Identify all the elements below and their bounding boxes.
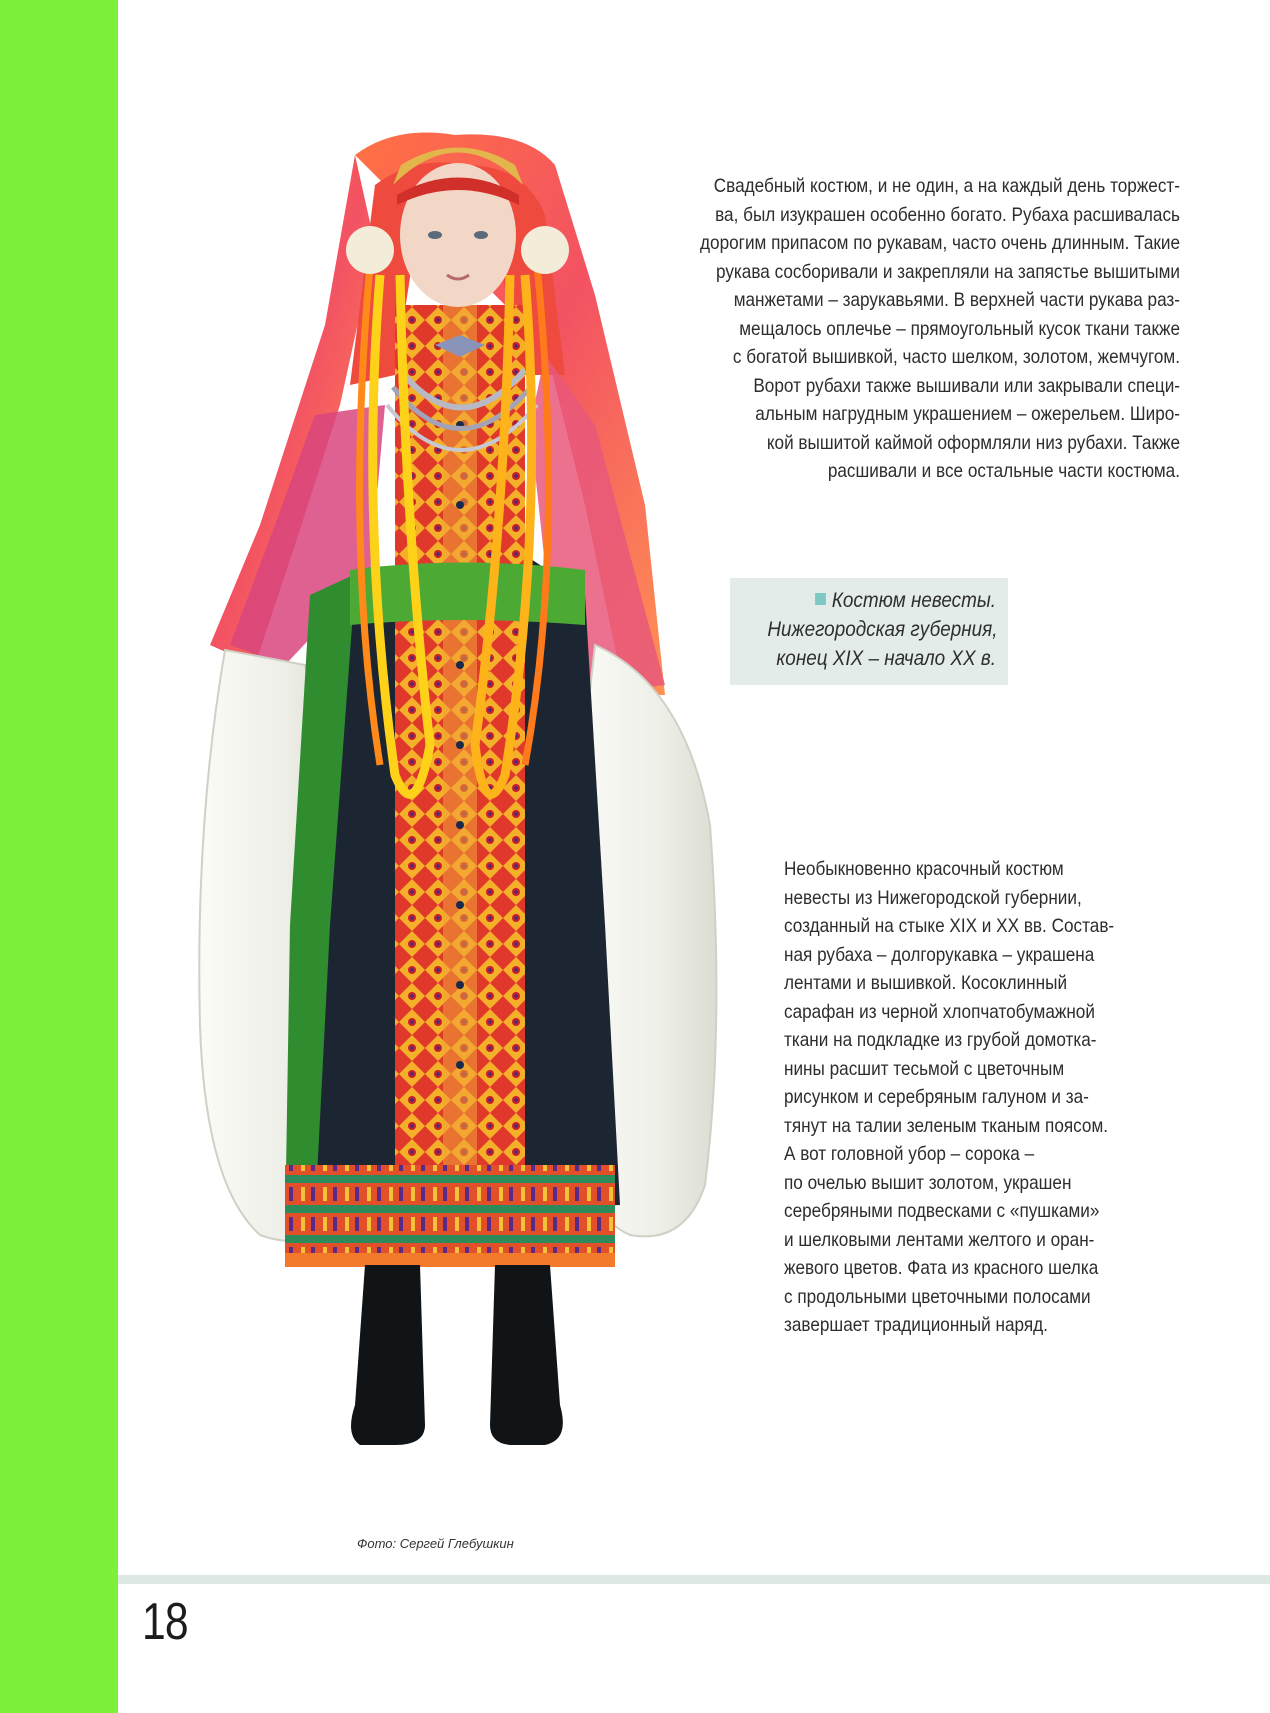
intro-line: Свадебный костюм, и не один, а на каждый день торжест-	[713, 175, 1180, 197]
caption-line: конец XIX – начало XX в.	[776, 647, 996, 670]
green-side-bar	[0, 0, 118, 1713]
figure-caption	[730, 578, 1008, 685]
description-line: невесты из Нижегородской губернии,	[784, 886, 1082, 909]
footer-rule	[118, 1575, 1270, 1584]
description-line: тянут на талии зеленым тканым поясом.	[784, 1114, 1109, 1137]
description-line: А вот головной убор – сорока –	[784, 1143, 1035, 1165]
description-line: Необыкновенно красочный костюм	[784, 858, 1064, 880]
caption-bullet-icon	[816, 593, 827, 605]
intro-line: расшивали и все остальные части костюма.	[827, 460, 1180, 482]
page-number: 18	[142, 1593, 188, 1651]
description-line: жевого цветов. Фата из красного шелка	[784, 1257, 1099, 1279]
intro-line: манжетами – зарукавьями. В верхней части рукава раз-	[733, 289, 1180, 311]
intro-line: альным нагрудным украшением – ожерельем. Широ-	[755, 403, 1180, 425]
description-line: рисунком и серебряным галуном и за-	[784, 1086, 1089, 1108]
intro-line: мещалось оплечье – прямоугольный кусок ткани также	[739, 317, 1180, 340]
description-line: завершает традиционный наряд.	[784, 1314, 1048, 1336]
description-line: по очелью вышит золотом, украшен	[784, 1171, 1072, 1194]
description-line: серебряными подвесками с «пушками»	[784, 1200, 1100, 1222]
description-line: и шелковыми лентами желтого и оран-	[784, 1228, 1095, 1251]
description-paragraph	[784, 855, 1171, 1340]
description-line: созданный на стыке XIX и XX вв. Состав-	[784, 915, 1115, 937]
description-line: ная рубаха – долгорукавка – украшена	[784, 943, 1095, 966]
intro-line: дорогим припасом по рукавам, часто очень длинным. Такие	[700, 232, 1180, 254]
description-line: сарафан из черной хлопчатобумажной	[784, 1000, 1095, 1023]
intro-line: ва, был изукрашен особенно богато. Рубаха расшивалась	[715, 203, 1180, 226]
photo-credit: Фото: Сергей Глебушкин	[357, 1536, 514, 1551]
description-line: с продольными цветочными полосами	[784, 1285, 1091, 1308]
caption-title: Костюм невесты.	[831, 589, 996, 612]
caption-line	[767, 586, 996, 615]
description-line: лентами и вышивкой. Косоклинный	[784, 972, 1068, 994]
description-line: нины расшит тесьмой с цветочным	[784, 1057, 1065, 1080]
intro-line: кой вышитой каймой оформляли низ рубахи. Также	[766, 431, 1180, 454]
intro-paragraph	[634, 172, 1180, 486]
intro-line: с богатой вышивкой, часто шелком, золотом, жемчугом.	[732, 346, 1180, 368]
description-line: ткани на подкладке из грубой домотка-	[784, 1029, 1097, 1051]
intro-line: Ворот рубахи также вышивали или закрывали специ-	[753, 374, 1180, 397]
intro-line: рукава сосборивали и закрепляли на запястье вышитыми	[715, 260, 1180, 283]
caption-line: Нижегородская губерния,	[767, 618, 998, 641]
